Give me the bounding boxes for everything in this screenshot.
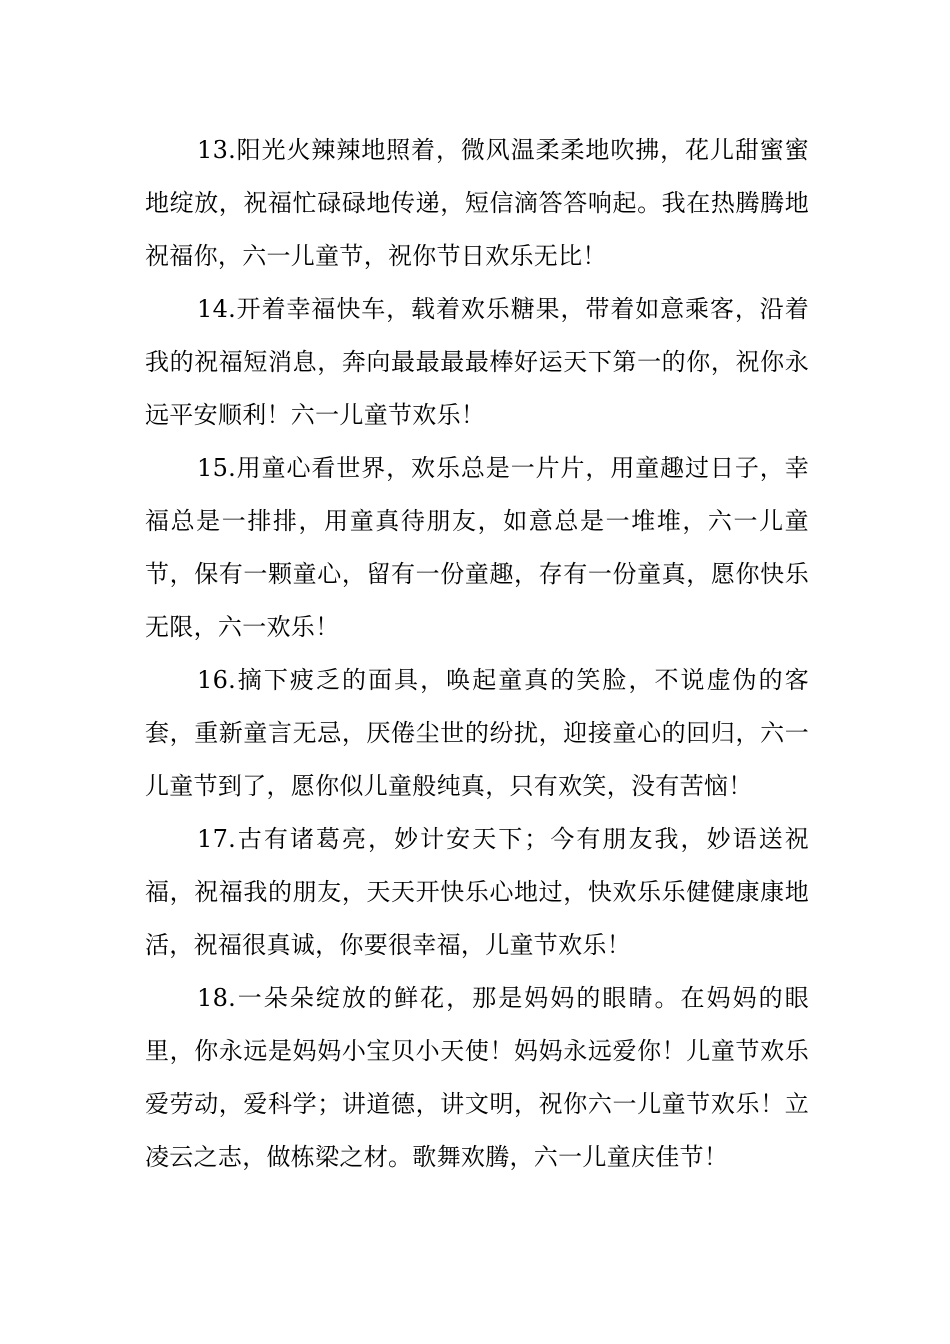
paragraph-13: 13.阳光火辣辣地照着，微风温柔柔地吹拂，花儿甜蜜蜜地绽放，祝福忙碌碌地传递，短信滴答答响起。我在热腾腾地祝福你，六一儿童节，祝你节日欢乐无比！ bbox=[145, 136, 809, 270]
paragraph-18: 18.一朵朵绽放的鲜花，那是妈妈的眼睛。在妈妈的眼里，你永远是妈妈小宝贝小天使！妈妈永远爱你！儿童节欢乐爱劳动，爱科学；讲道德，讲文明，祝你六一儿童节欢乐！立凌云之志，做栋梁之材。歌舞欢腾，六一儿童庆佳节！ bbox=[145, 984, 809, 1171]
paragraph-17: 17.古有诸葛亮，妙计安天下；今有朋友我，妙语送祝福，祝福我的朋友，天天开快乐心地过，快欢乐乐健健康康地活，祝福很真诚，你要很幸福，儿童节欢乐！ bbox=[145, 825, 809, 959]
paragraph-15: 15.用童心看世界，欢乐总是一片片，用童趣过日子，幸福总是一排排，用童真待朋友，如意总是一堆堆，六一儿童节，保有一颗童心，留有一份童趣，存有一份童真，愿你快乐无限，六一欢乐！ bbox=[145, 454, 809, 641]
paragraph-16: 16.摘下疲乏的面具，唤起童真的笑脸，不说虚伪的客套，重新童言无忌，厌倦尘世的纷扰，迎接童心的回归，六一儿童节到了，愿你似儿童般纯真，只有欢笑，没有苦恼！ bbox=[145, 666, 809, 800]
document-body bbox=[145, 124, 809, 1184]
paragraph-14: 14.开着幸福快车，载着欢乐糖果，带着如意乘客，沿着我的祝福短消息，奔向最最最最棒好运天下第一的你，祝你永远平安顺利！六一儿童节欢乐！ bbox=[145, 295, 809, 429]
